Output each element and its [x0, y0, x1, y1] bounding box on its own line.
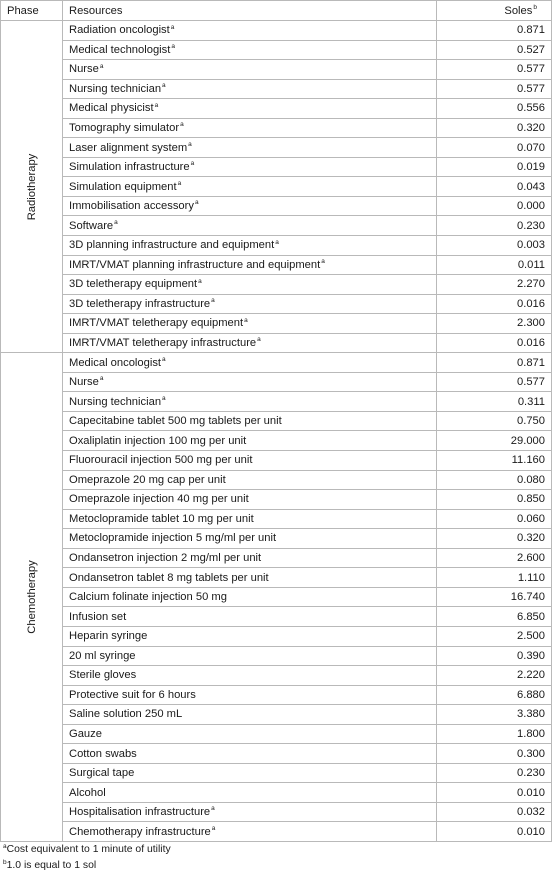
footnote-mark: a — [198, 277, 202, 285]
header-soles-footnote-mark: b — [533, 3, 537, 11]
resource-name: Ondansetron injection 2 mg/ml per unit — [69, 552, 262, 565]
footnote-mark: a — [194, 199, 199, 207]
table-row — [1, 40, 552, 60]
footnote-mark: a — [177, 179, 182, 187]
resource-cell — [63, 626, 437, 646]
footnote-mark: a — [114, 219, 118, 226]
table-row — [1, 21, 552, 41]
resource-cell — [63, 451, 437, 471]
table-row — [1, 216, 552, 236]
table-row — [1, 529, 552, 549]
phase-label: Radiotherapy — [25, 153, 38, 220]
resource-cell — [63, 294, 437, 314]
soles-value: 0.070 — [437, 138, 552, 158]
table-row — [1, 294, 552, 314]
soles-value: 0.850 — [437, 490, 552, 510]
resource-name: Simulation equipment — [69, 180, 177, 193]
soles-value: 0.003 — [437, 236, 552, 256]
table-row — [1, 626, 552, 646]
resource-name: Infusion set — [69, 610, 127, 623]
table-row — [1, 255, 552, 275]
table-row — [1, 372, 552, 392]
resource-cell — [63, 568, 437, 588]
resource-name: Gauze — [69, 727, 102, 740]
footnote-mark: a — [321, 258, 325, 266]
soles-value: 2.500 — [437, 626, 552, 646]
resource-name: Cotton swabs — [69, 747, 137, 760]
resource-name: Medical technologist — [69, 43, 171, 56]
soles-value: 0.010 — [437, 822, 552, 842]
table-row — [1, 744, 552, 764]
soles-value: 16.740 — [437, 587, 552, 607]
footnote-mark: a — [162, 394, 166, 402]
resource-cell — [63, 138, 437, 158]
footnote-mark: a — [162, 355, 166, 363]
footnote-mark: a — [211, 805, 215, 813]
soles-value: 0.011 — [437, 255, 552, 275]
resource-name: Immobilisation accessory — [69, 200, 194, 213]
table-row — [1, 431, 552, 451]
footnote-text: Cost equivalent to 1 minute of utility — [6, 843, 171, 855]
resource-name: IMRT/VMAT teletherapy infrastructure — [69, 337, 257, 350]
resource-cell — [63, 372, 437, 392]
table-row — [1, 470, 552, 490]
resource-cell — [63, 548, 437, 568]
table-row — [1, 79, 552, 99]
soles-value: 0.060 — [437, 509, 552, 529]
soles-value: 0.871 — [437, 21, 552, 41]
resource-name: IMRT/VMAT teletherapy equipment — [69, 317, 244, 330]
soles-value: 0.320 — [437, 118, 552, 138]
footnote-mark: a — [170, 23, 175, 31]
resource-cell — [63, 196, 437, 216]
resource-cell — [63, 99, 437, 119]
resource-cell — [63, 118, 437, 138]
resource-cell — [63, 490, 437, 510]
resource-cell — [63, 40, 437, 60]
resource-name: Hospitalisation infrastructure — [69, 806, 211, 819]
soles-value: 0.016 — [437, 333, 552, 353]
table-row — [1, 314, 552, 334]
table-row — [1, 666, 552, 686]
soles-value: 0.080 — [437, 470, 552, 490]
table-row — [1, 705, 552, 725]
resource-cell — [63, 353, 437, 373]
footnote-mark: a — [99, 375, 104, 383]
footnote-mark: a — [99, 62, 104, 70]
resource-name: IMRT/VMAT planning infrastructure and equipment — [69, 258, 321, 271]
resource-name: Heparin syringe — [69, 630, 148, 643]
soles-value: 6.850 — [437, 607, 552, 627]
resource-cell — [63, 529, 437, 549]
resource-name: Software — [69, 219, 114, 232]
table-row — [1, 490, 552, 510]
resource-cell — [63, 333, 437, 353]
table-row — [1, 353, 552, 373]
resource-name: Calcium folinate injection 50 mg — [69, 591, 227, 604]
soles-value: 0.577 — [437, 60, 552, 80]
resource-cell — [63, 724, 437, 744]
resource-cell — [63, 470, 437, 490]
table-row — [1, 177, 552, 197]
soles-value: 0.556 — [437, 99, 552, 119]
resource-name: Oxaliplatin injection 100 mg per unit — [69, 434, 247, 447]
phase-cell — [1, 353, 63, 842]
resource-cell — [63, 744, 437, 764]
resource-cell — [63, 783, 437, 803]
resource-cell — [63, 60, 437, 80]
resource-cell — [63, 275, 437, 295]
table-row — [1, 783, 552, 803]
resource-name: Nursing technician — [69, 395, 162, 408]
table-row — [1, 236, 552, 256]
resource-name: Sterile gloves — [69, 669, 137, 682]
resource-cell — [63, 255, 437, 275]
table-row — [1, 451, 552, 471]
resource-name: Metoclopramide injection 5 mg/ml per unit — [69, 532, 277, 545]
footnote-mark: a — [171, 43, 175, 51]
resource-name: Radiation oncologist — [69, 24, 170, 37]
soles-value: 0.010 — [437, 783, 552, 803]
resource-name: Protective suit for 6 hours — [69, 688, 196, 701]
resource-cell — [63, 607, 437, 627]
table-row — [1, 275, 552, 295]
resource-cell — [63, 685, 437, 705]
resource-name: Nurse — [69, 376, 99, 389]
footnote-mark: a — [190, 160, 195, 168]
soles-value: 1.110 — [437, 568, 552, 588]
header-soles — [437, 1, 552, 21]
soles-value: 3.380 — [437, 705, 552, 725]
resource-name: Saline solution 250 mL — [69, 708, 183, 721]
table-row — [1, 138, 552, 158]
resource-cell — [63, 509, 437, 529]
resource-name: Nurse — [69, 63, 99, 76]
phase-cell — [1, 21, 63, 353]
resource-name: Laser alignment system — [69, 141, 188, 154]
footnote-mark: a — [275, 238, 279, 246]
table-row — [1, 685, 552, 705]
table-row — [1, 411, 552, 431]
header-soles-label: Soles — [504, 4, 533, 17]
resource-cell — [63, 411, 437, 431]
soles-value: 2.220 — [437, 666, 552, 686]
soles-value: 0.527 — [437, 40, 552, 60]
footnote-mark: a — [3, 842, 7, 850]
resource-name: Simulation infrastructure — [69, 161, 190, 174]
resource-cell — [63, 822, 437, 842]
soles-value: 0.577 — [437, 372, 552, 392]
table-row — [1, 607, 552, 627]
soles-value: 0.750 — [437, 411, 552, 431]
soles-value: 1.800 — [437, 724, 552, 744]
resource-cell — [63, 705, 437, 725]
soles-value: 0.000 — [437, 196, 552, 216]
footnote — [2, 858, 552, 874]
table-header-row — [1, 1, 552, 21]
table-row — [1, 157, 552, 177]
soles-value: 0.230 — [437, 763, 552, 783]
footnote — [2, 842, 552, 858]
resource-cell — [63, 431, 437, 451]
soles-value: 0.300 — [437, 744, 552, 764]
resource-cell — [63, 587, 437, 607]
soles-value: 0.320 — [437, 529, 552, 549]
table-row — [1, 548, 552, 568]
soles-value: 29.000 — [437, 431, 552, 451]
resource-cell — [63, 666, 437, 686]
resource-cell — [63, 177, 437, 197]
table-row — [1, 822, 552, 842]
soles-value: 6.880 — [437, 685, 552, 705]
soles-value: 0.390 — [437, 646, 552, 666]
resource-name: Medical oncologist — [69, 356, 162, 369]
table-row — [1, 118, 552, 138]
resource-cell — [63, 236, 437, 256]
table-row — [1, 333, 552, 353]
table-body — [1, 21, 552, 842]
footnote-mark: a — [180, 121, 184, 129]
soles-value: 0.230 — [437, 216, 552, 236]
soles-value: 0.311 — [437, 392, 552, 412]
table-row — [1, 587, 552, 607]
footnote-mark: b — [3, 858, 7, 866]
table-row — [1, 99, 552, 119]
soles-value: 0.871 — [437, 353, 552, 373]
resource-name: 3D teletherapy infrastructure — [69, 297, 211, 310]
soles-value: 2.300 — [437, 314, 552, 334]
soles-value: 0.016 — [437, 294, 552, 314]
resource-name: Ondansetron tablet 8 mg tablets per unit — [69, 571, 269, 584]
table-row — [1, 724, 552, 744]
soles-value: 2.600 — [437, 548, 552, 568]
resource-cell — [63, 314, 437, 334]
footnote-mark: a — [211, 297, 215, 305]
resource-cell — [63, 802, 437, 822]
resource-cell — [63, 216, 437, 236]
resource-cell — [63, 21, 437, 41]
soles-value: 11.160 — [437, 451, 552, 471]
resource-name: Metoclopramide tablet 10 mg per unit — [69, 512, 254, 525]
resource-cell — [63, 763, 437, 783]
phase-label: Chemotherapy — [25, 560, 38, 634]
resource-name: Omeprazole injection 40 mg per unit — [69, 493, 249, 506]
table-row — [1, 568, 552, 588]
table-row — [1, 196, 552, 216]
footnote-mark: a — [257, 336, 261, 344]
resource-name: Medical physicist — [69, 102, 154, 115]
table-row — [1, 763, 552, 783]
resource-name: Capecitabine tablet 500 mg tablets per unit — [69, 415, 282, 428]
soles-value: 2.270 — [437, 275, 552, 295]
resource-name: Chemotherapy infrastructure — [69, 825, 211, 838]
resource-cell — [63, 646, 437, 666]
resource-name: 3D teletherapy equipment — [69, 278, 198, 291]
footnote-text: 1.0 is equal to 1 sol — [6, 859, 97, 871]
resource-name: Fluorouracil injection 500 mg per unit — [69, 454, 253, 467]
resource-name: Nursing technician — [69, 82, 162, 95]
resource-name: Tomography simulator — [69, 122, 180, 134]
footnotes — [0, 842, 552, 874]
footnote-mark: a — [211, 824, 216, 832]
resource-name: Omeprazole 20 mg cap per unit — [69, 473, 226, 486]
table-row — [1, 802, 552, 822]
footnote-mark: a — [162, 82, 166, 90]
resource-name: Alcohol — [69, 786, 106, 799]
resource-name: 3D planning infrastructure and equipment — [69, 239, 275, 252]
header-phase: Phase — [1, 1, 63, 21]
footnote-mark: a — [188, 140, 192, 148]
resource-cell — [63, 157, 437, 177]
soles-value: 0.032 — [437, 802, 552, 822]
table-row — [1, 646, 552, 666]
resource-name: 20 ml syringe — [69, 649, 136, 662]
resource-cell — [63, 79, 437, 99]
table-row — [1, 60, 552, 80]
resource-cell — [63, 392, 437, 412]
footnote-mark: a — [154, 101, 159, 109]
table-row — [1, 509, 552, 529]
footnote-mark: a — [244, 316, 248, 324]
resource-name: Surgical tape — [69, 767, 135, 780]
header-resources: Resources — [63, 1, 437, 21]
table-row — [1, 392, 552, 412]
soles-value: 0.043 — [437, 177, 552, 197]
soles-value: 0.577 — [437, 79, 552, 99]
soles-value: 0.019 — [437, 157, 552, 177]
